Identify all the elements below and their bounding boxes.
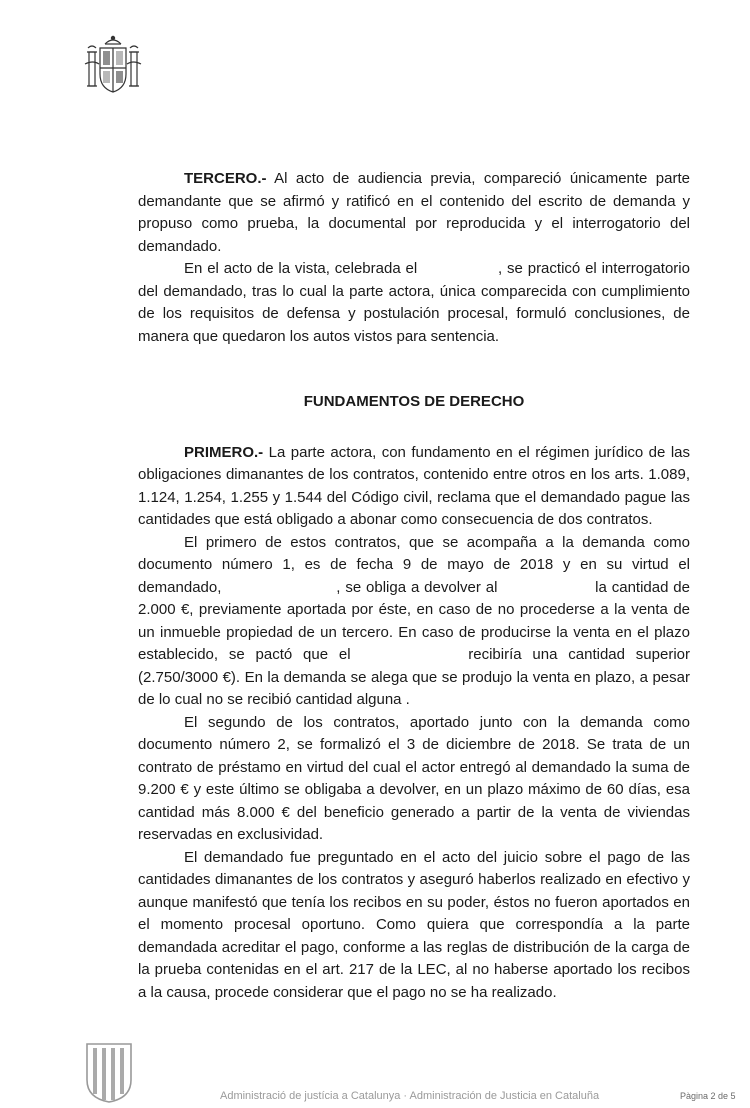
document-body <box>138 168 690 1004</box>
tercero-paragraph-1 <box>138 168 690 258</box>
primero-text-2a: El primero de estos contratos, que se acompaña a la demanda como documento número 1, es de fecha 9 de mayo de 2018 y en su virtud el demandado, <box>138 533 690 596</box>
primero-text-1: La parte actora, con fundamento en el régimen jurídico de las obligaciones dimanantes de los contratos, contenido entre otros en los arts. 1.089, 1.124, 1.254, 1.255 y 1.544 del Código civil, reclama que el demandado pague las cantidades que está obligado a abonar como consecuencia de dos contratos. <box>138 443 690 528</box>
footer-text: Administració de justícia a Catalunya · Administración de Justicia en Cataluña <box>220 1090 600 1102</box>
tercero-paragraph-2 <box>138 258 690 348</box>
primero-paragraph-2 <box>138 532 690 712</box>
page-number: Pàgina 2 de 5 <box>680 1091 736 1101</box>
tercero-text-1: Al acto de audiencia previa, compareció únicamente parte demandante que se afirmó y ratificó en el contenido del escrito de demanda y propuso como prueba, la documental por reproducida y el interrogatorio del demandado. <box>138 170 691 255</box>
catalan-government-emblem-icon <box>83 1040 135 1104</box>
primero-paragraph-1 <box>138 442 690 532</box>
tercero-text-2a: En el acto de la vista, celebrada el <box>184 260 418 277</box>
section-heading: FUNDAMENTOS DE DERECHO <box>303 393 525 410</box>
tercero-label: TERCERO.- <box>184 170 267 187</box>
primero-label: PRIMERO.- <box>184 443 264 461</box>
spain-coat-of-arms-icon <box>83 34 143 96</box>
primero-text-2c: la cantidad de 2.000 €, previamente aportada por éste, en caso de no procederse a la venta de un inmueble propiedad de un tercero. En caso de producirse la venta en el plazo establecido, se pactó que el <box>138 578 690 663</box>
primero-text-2b: , se obliga a devolver al <box>336 578 498 596</box>
primero-text-2d: recibiría una cantidad superior (2.750/3000 €). En la demanda se alega que se produjo la venta en plazo, a pesar de lo cual no se recibió cantidad alguna . <box>138 646 690 708</box>
primero-paragraph-3: El segundo de los contratos, aportado junto con la demanda como documento número 2, se formalizó el 3 de diciembre de 2018. Se trata de un contrato de préstamo en virtud del cual el actor entregó al demandado la suma de 9.200 € y este último se obligaba a devolver, en un plazo máximo de 60 días, esa cantidad más 8.000 € del beneficio generado a partir de la venta de viviendas reservadas en exclusividad. <box>138 713 690 843</box>
tercero-text-2b: , se practicó el interrogatorio del demandado, tras lo cual la parte actora, única comparecida con cumplimiento de los requisitos de defensa y postulación procesal, formuló conclusiones, de manera que quedaron los autos vistos para sentencia. <box>138 260 690 345</box>
primero-paragraph-4: El demandado fue preguntado en el acto del juicio sobre el pago de las cantidades dimanantes de los contratos y aseguró haberlos realizado en efectivo y aunque manifestó que tenía los recibos en su poder, éstos no fueron aportados en el momento procesal oportuno. Como quiera que correspondía a la parte demandada acreditar el pago, conforme a las reglas de distribución de la carga de la prueba contenidas en el art. 217 de la LEC, al no haberse aportado los recibos a la causa, procede considerar que el pago no se ha realizado. <box>138 848 690 1001</box>
